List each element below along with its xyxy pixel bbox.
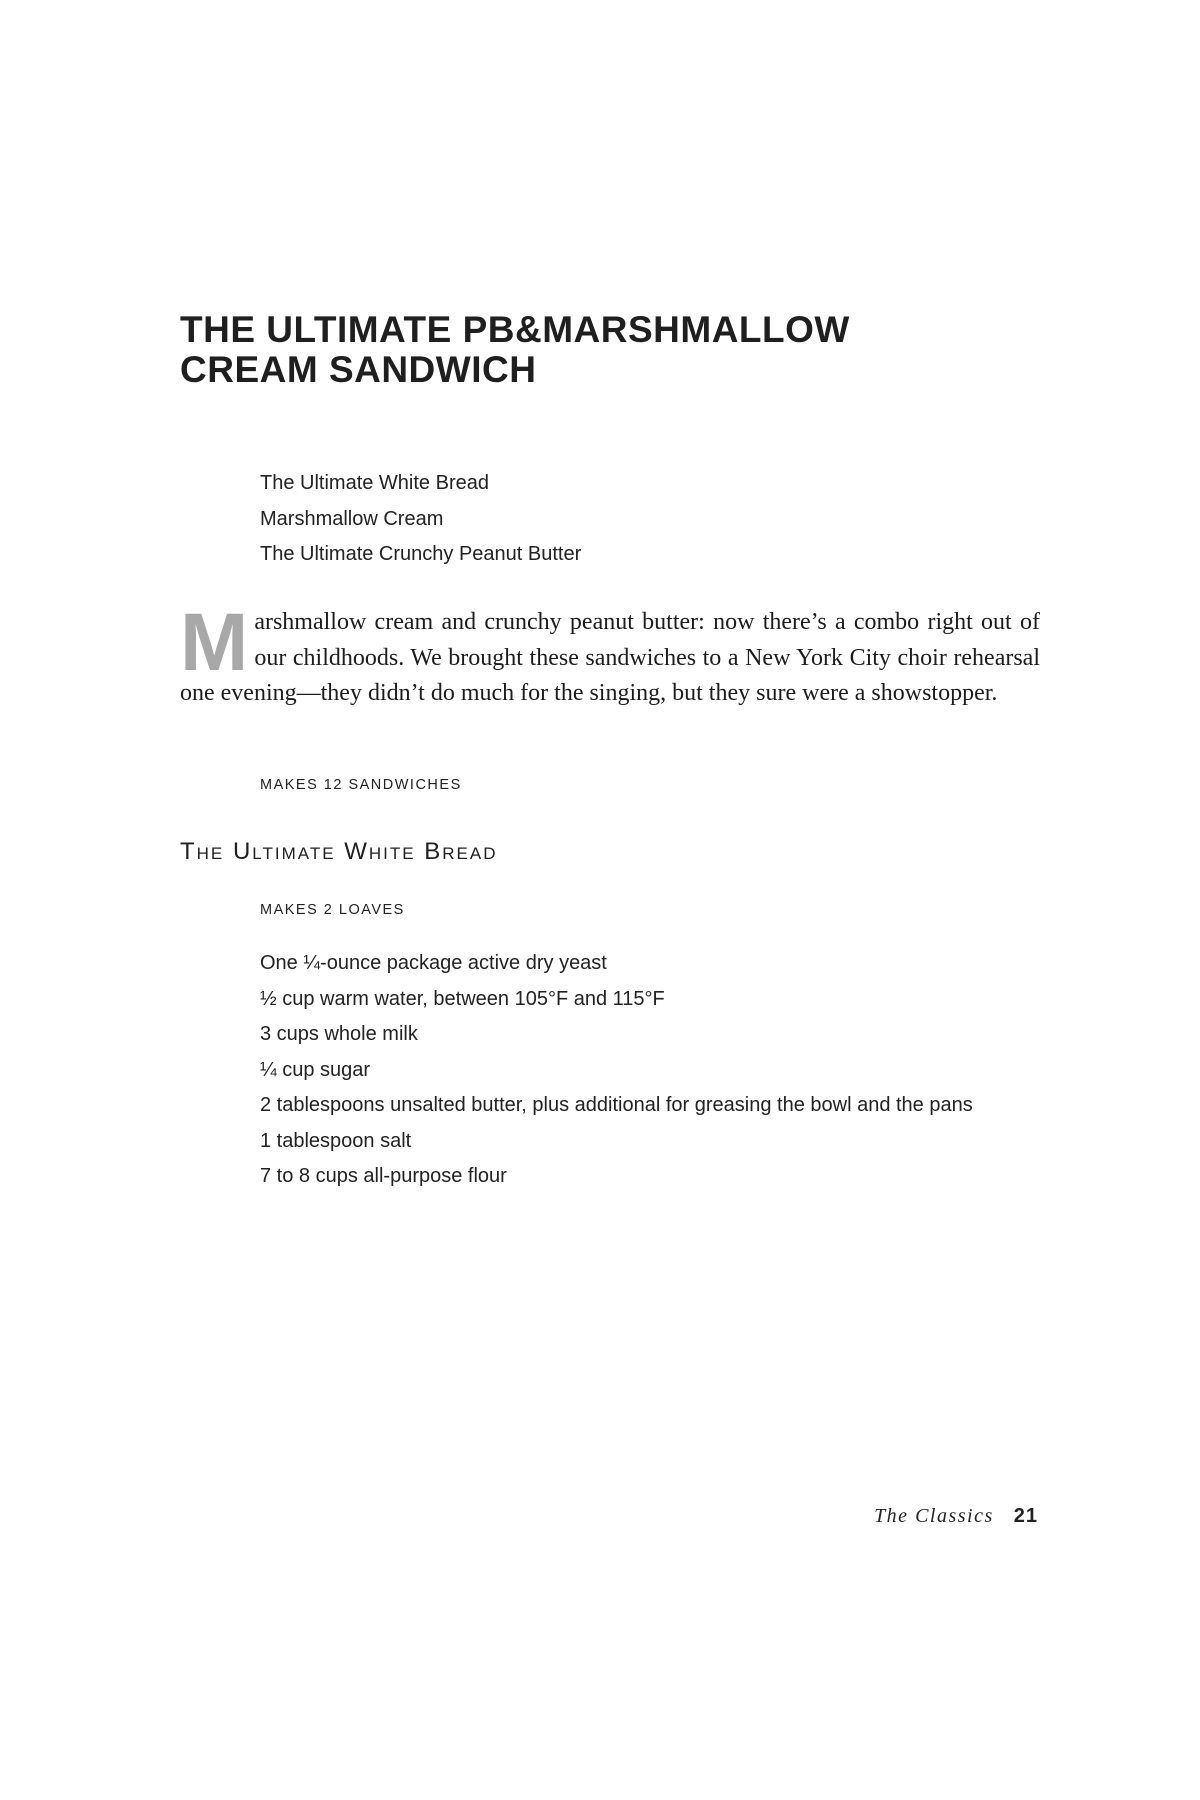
ingredient-item: 1 tablespoon salt <box>260 1129 412 1152</box>
ingredient-item: 7 to 8 cups all-purpose flour <box>260 1165 507 1187</box>
page-footer <box>874 1505 1038 1528</box>
ingredient-item: ½ cup warm water, between 105°F and 115°F <box>260 987 665 1010</box>
ingredient-item: 2 tablespoons unsalted butter, plus additional for greasing the bowl and the pans <box>260 1094 973 1116</box>
component-recipe-list <box>260 466 581 573</box>
recipe-yield: MAKES 12 SANDWICHES <box>260 777 462 793</box>
page-number: 21 <box>1013 1505 1038 1527</box>
recipe-title <box>180 310 1060 390</box>
drop-cap: M <box>180 597 249 688</box>
running-section-title: The Classics <box>874 1505 994 1527</box>
ingredient-item: ¼ cup sugar <box>260 1058 371 1081</box>
ingredient-item: 3 cups whole milk <box>260 1023 418 1045</box>
ingredient-item: One ¼-ounce package active dry yeast <box>260 952 607 974</box>
component-recipe-item: The Ultimate White Bread <box>260 472 489 494</box>
subrecipe-yield: MAKES 2 LOAVES <box>260 902 405 918</box>
recipe-intro <box>180 597 1040 712</box>
recipe-intro-text: arshmallow cream and crunchy peanut butter: now there’s a combo right out of our childhoods. We brought these sandwiches to a New York City choir rehearsal one evening—they didn’t do much for the singing, but they sure were a showstopper. <box>180 609 1040 706</box>
subrecipe-heading: The Ultimate White Bread <box>180 838 498 865</box>
component-recipe-item: Marshmallow Cream <box>260 507 444 530</box>
recipe-title-line: THE ULTIMATE PB&MARSHMALLOW <box>180 309 850 350</box>
ingredient-list <box>260 946 1040 1195</box>
component-recipe-item: The Ultimate Crunchy Peanut Butter <box>260 543 582 565</box>
recipe-title-line: CREAM SANDWICH <box>180 349 537 390</box>
